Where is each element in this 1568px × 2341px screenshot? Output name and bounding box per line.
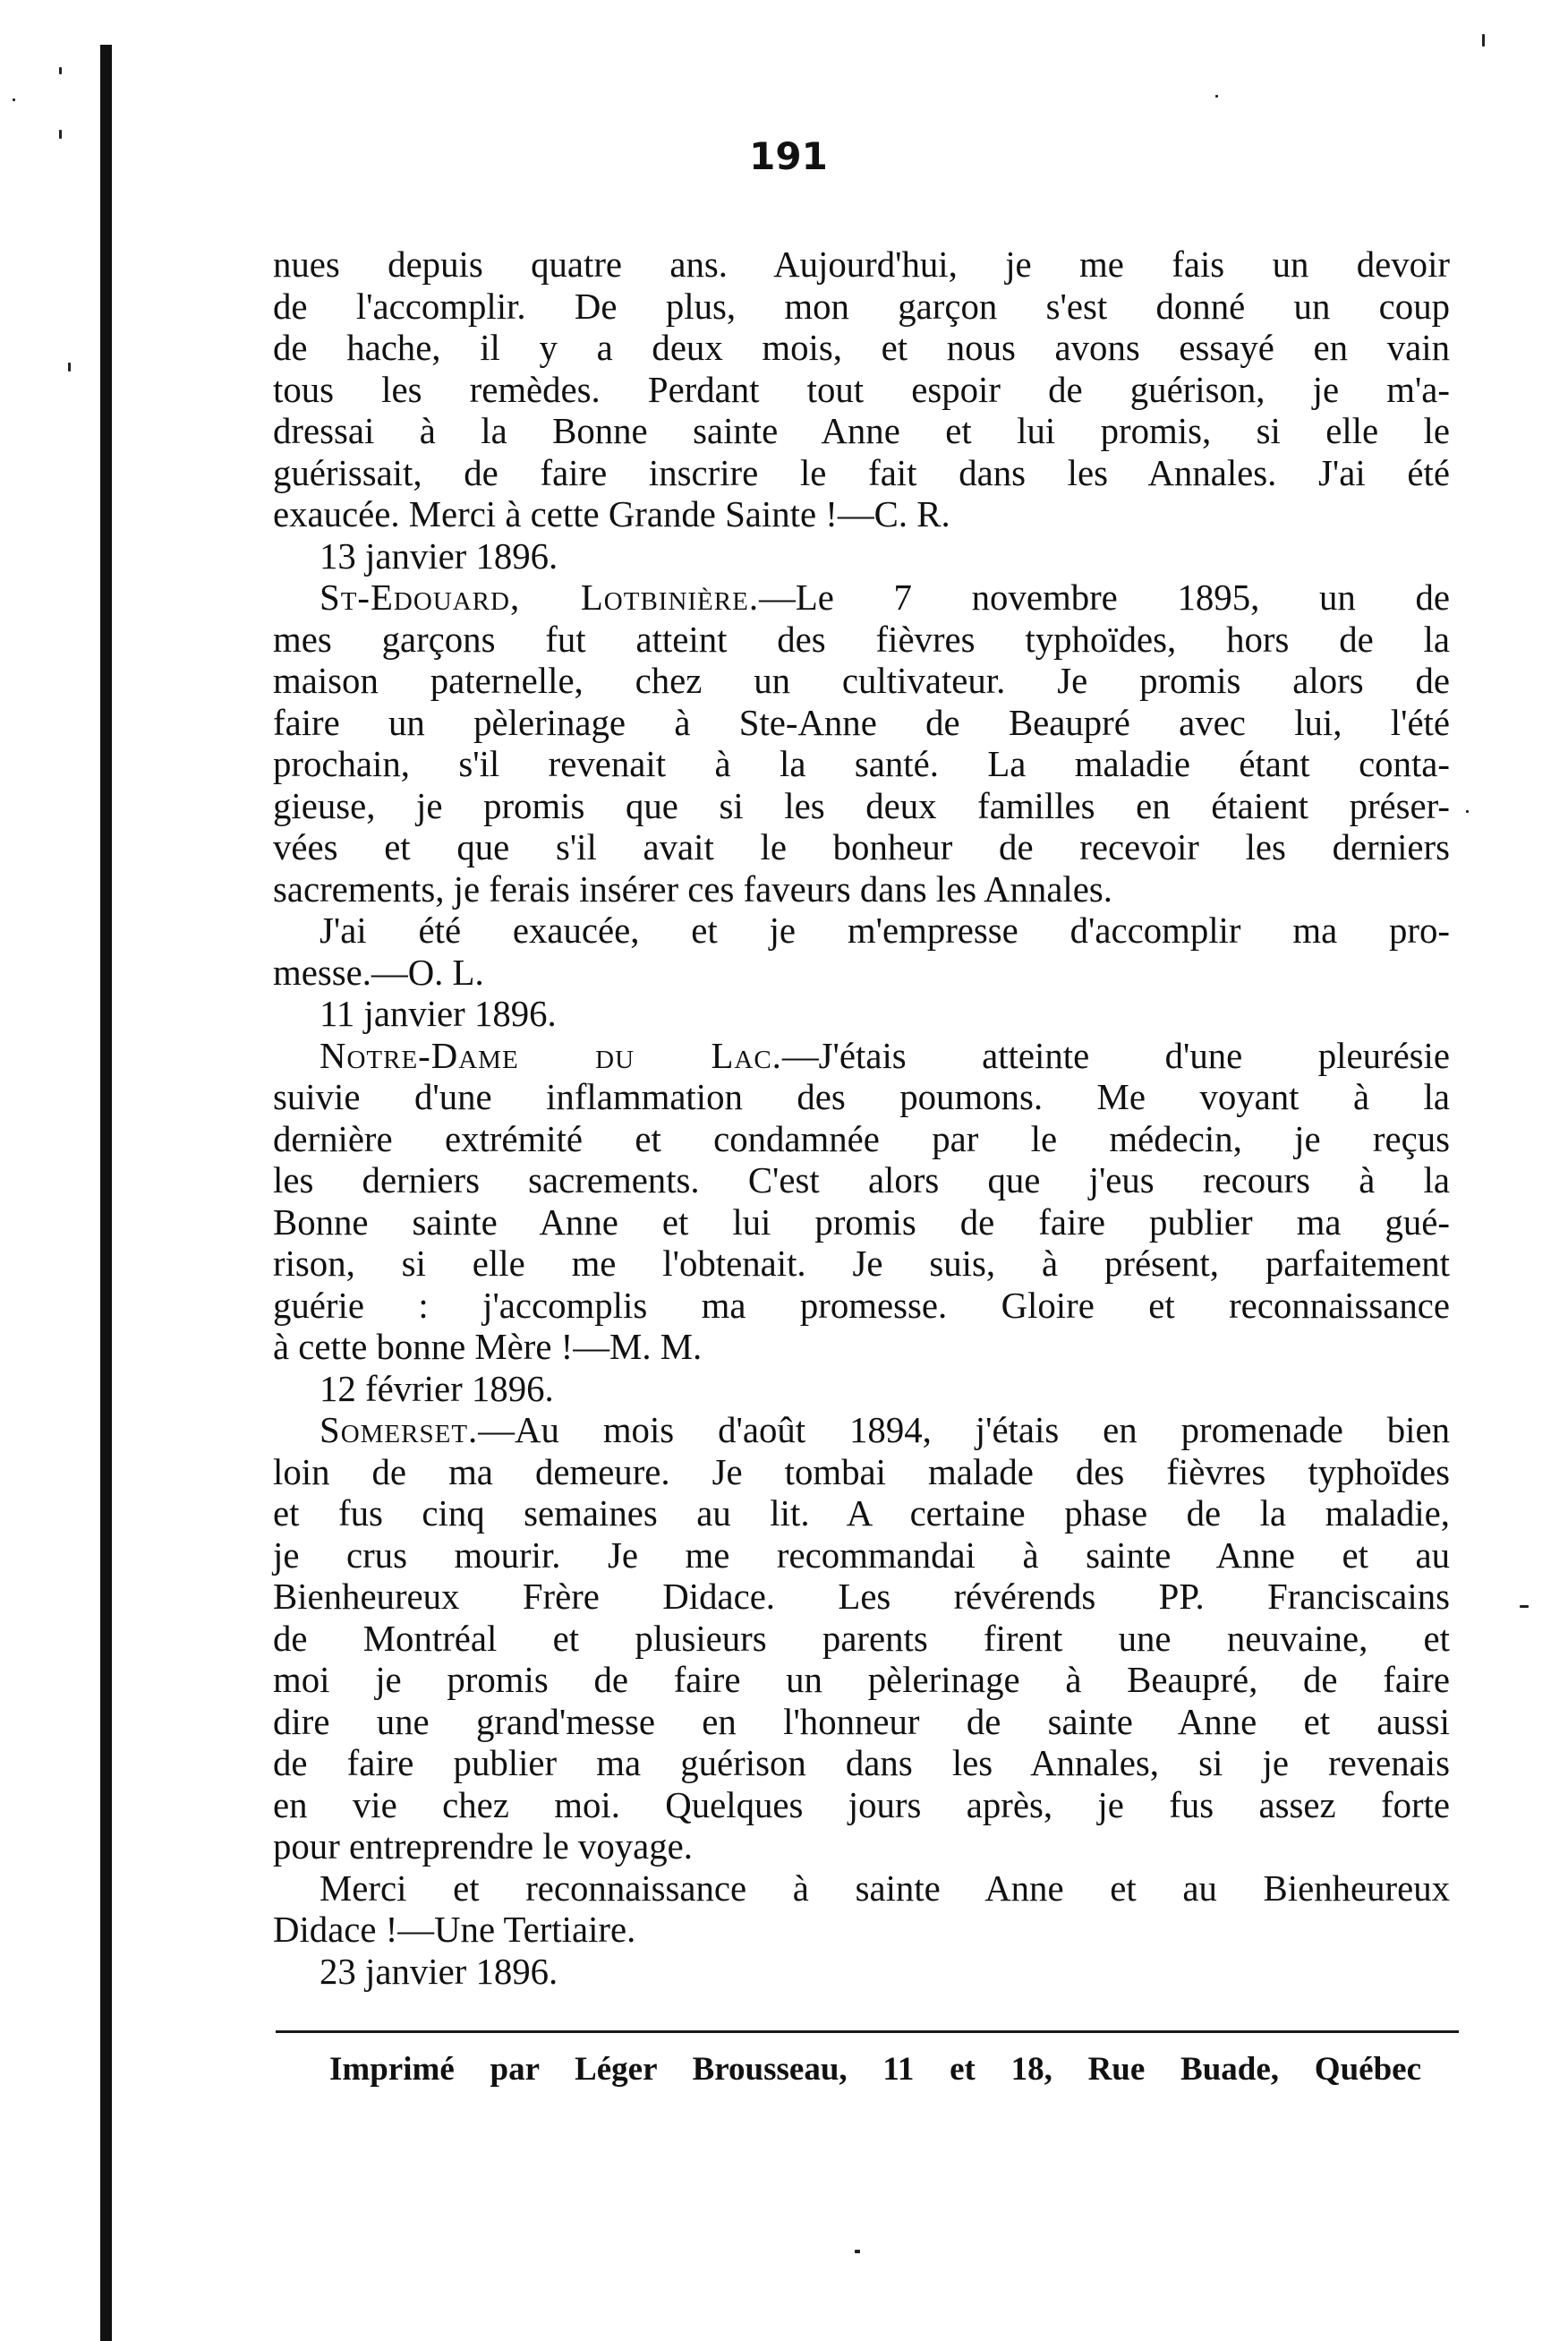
text-line: rison, si elle me l'obtenait. Je suis, à présent, parfaitement (273, 1243, 1450, 1284)
text-line: vées et que s'il avait le bonheur de recevoir les derniers (273, 827, 1450, 867)
text-line: prochain, s'il revenait à la santé. La maladie étant conta- (273, 744, 1450, 784)
text-line: exaucée. Merci à cette Grande Sainte !—C. R. (273, 494, 950, 534)
page-edge-shadow (100, 45, 112, 2341)
text-line: moi je promis de faire un pèlerinage à Beaupré, de faire (273, 1660, 1450, 1700)
entry-heading: Notre-Dame du Lac. (320, 1035, 782, 1076)
text-line: Bonne sainte Anne et lui promis de faire publier ma gué- (273, 1201, 1450, 1243)
text-line: —Au mois d'août 1894, j'étais en promenade bien (478, 1410, 1450, 1450)
text-line: tous les remèdes. Perdant tout espoir de guérison, je m'a- (273, 369, 1450, 410)
speck (1215, 95, 1218, 98)
body-text (273, 244, 1450, 1993)
entry-heading: St-Edouard, Lotbinière. (320, 577, 760, 618)
speck (59, 67, 62, 74)
text-line: à cette bonne Mère !—M. M. (273, 1327, 703, 1367)
text-line: je crus mourir. Je me recommandai à sainte Anne et au (273, 1534, 1450, 1576)
entry-date: 12 février 1896. (320, 1368, 554, 1409)
entry-date: 23 janvier 1896. (320, 1951, 558, 1992)
speck (1466, 810, 1469, 813)
entry-heading: Somerset. (320, 1410, 479, 1450)
text-line: de Montréal et plusieurs parents firent une neuvaine, et (273, 1618, 1450, 1659)
entry-first-line (273, 577, 1450, 619)
entry-date: 11 janvier 1896. (320, 994, 557, 1034)
text-line: maison paternelle, chez un cultivateur. Je promis alors de (273, 661, 1450, 701)
speck (13, 98, 15, 101)
speck (68, 363, 71, 372)
text-line: Merci et reconnaissance à sainte Anne et au Bienheureux (320, 1867, 1450, 1909)
text-line: nues depuis quatre ans. Aujourd'hui, je me fais un devoir (273, 244, 1450, 285)
text-line-start: Didace !—Une Tertiaire. (273, 1910, 636, 1950)
entry-first-line (273, 1410, 1450, 1452)
text-line: Bienheureux Frère Didace. Les révérends PP. Franciscains (273, 1576, 1450, 1617)
text-line (273, 1910, 1450, 1952)
text-line: dressai à la Bonne sainte Anne et lui promis, si elle le (273, 411, 1450, 451)
speck (855, 2250, 860, 2253)
text-line: —J'étais atteinte d'une pleurésie (781, 1035, 1450, 1076)
text-line: de l'accomplir. De plus, mon garçon s'est donné un coup (273, 286, 1450, 327)
text-line: les derniers sacrements. C'est alors que j'eus recours à la (273, 1160, 1450, 1200)
entry-date: 13 janvier 1896. (320, 535, 558, 577)
text-line: pour entreprendre le voyage. (273, 1826, 693, 1867)
text-line: guérie : j'accomplis ma promesse. Gloire et reconnaissance (273, 1285, 1450, 1326)
text-line: mes garçons fut atteint des fièvres typhoïdes, hors de la (273, 619, 1450, 660)
page-number: 191 (749, 134, 828, 178)
text-line: sacrements, je ferais insérer ces faveurs dans les Annales. (273, 868, 1112, 910)
text-line: messe.—O. L. (273, 952, 484, 993)
footer-rule (276, 2030, 1459, 2033)
speck (1482, 34, 1485, 47)
text-line: de hache, il y a deux mois, et nous avons essayé en vain (273, 328, 1450, 368)
text-line: de faire publier ma guérison dans les Annales, si je revenais (273, 1743, 1450, 1783)
text-line: —Le 7 novembre 1895, un de (759, 577, 1451, 618)
text-line: et fus cinq semaines au lit. A certaine phase de la maladie, (273, 1493, 1450, 1534)
text-line: en vie chez moi. Quelques jours après, je fus assez forte (273, 1784, 1450, 1825)
text-line: suivie d'une inflammation des poumons. Me voyant à la (273, 1077, 1450, 1117)
text-line: guérissait, de faire inscrire le fait dans les Annales. J'ai été (273, 452, 1450, 493)
speck (1520, 1605, 1529, 1608)
text-line: dernière extrémité et condamnée par le médecin, je reçus (273, 1118, 1450, 1159)
text-line: J'ai été exaucée, et je m'empresse d'accomplir ma pro- (320, 910, 1450, 951)
printer-imprint: Imprimé par Léger Brousseau, 11 et 18, Rue Buade, Québec (329, 2051, 1421, 2088)
text-line: dire une grand'messe en l'honneur de sainte Anne et aussi (273, 1701, 1450, 1742)
entry-first-line (273, 1036, 1450, 1078)
text-line: loin de ma demeure. Je tombai malade des fièvres typhoïdes (273, 1451, 1450, 1492)
text-line: faire un pèlerinage à Ste-Anne de Beaupré avec lui, l'été (273, 702, 1450, 743)
text-line: gieuse, je promis que si les deux familles en étaient préser- (273, 785, 1450, 826)
